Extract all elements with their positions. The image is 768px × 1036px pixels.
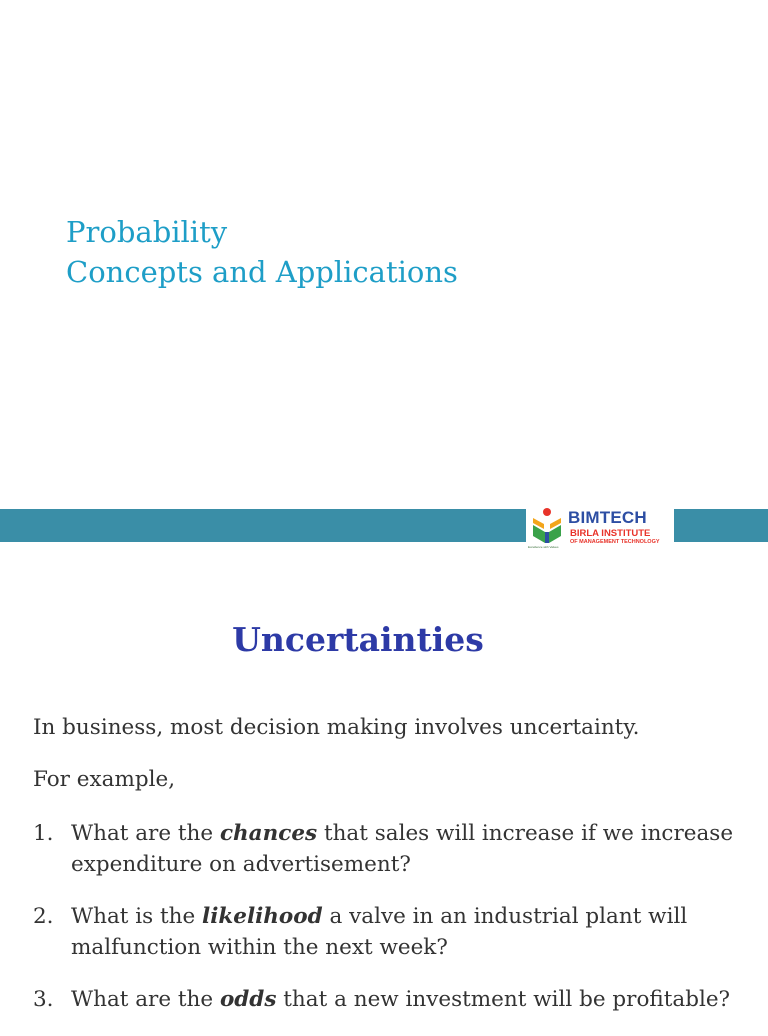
item-text-post: that a new investment will be profitable?: [276, 987, 731, 1012]
item-text-post: that sales will increase if we increase expenditure on advertisement?: [71, 821, 734, 877]
item-number: 1.: [33, 821, 54, 846]
slide-heading: Uncertainties: [232, 620, 484, 659]
uncertainties-slide: [0, 570, 768, 1024]
bimtech-logo: [526, 504, 674, 548]
item-emphasis: chances: [219, 821, 318, 846]
item-text-pre: What are the: [71, 821, 220, 846]
bimtech-emblem-icon: [530, 507, 564, 545]
logo-line-3: OF MANAGEMENT TECHNOLOGY: [570, 539, 660, 545]
list-item: [33, 818, 763, 880]
logo-tagline: Excellence with Values: [528, 545, 559, 549]
item-number: 2.: [33, 904, 54, 929]
logo-name: BIMTECH: [568, 508, 647, 527]
logo-line-2: BIRLA INSTITUTE: [570, 528, 651, 539]
intro-text: In business, most decision making involves uncertainty.: [33, 715, 640, 740]
question-list: [33, 818, 763, 1036]
item-emphasis: odds: [219, 987, 277, 1012]
item-emphasis: likelihood: [202, 904, 323, 929]
list-item: [33, 984, 763, 1015]
item-text-pre: What is the: [71, 904, 203, 929]
lead-text: For example,: [33, 767, 176, 792]
slide-title: [66, 212, 458, 292]
item-text-post: a valve in an industrial plant will malfunction within the next week?: [71, 904, 688, 960]
title-line-2: Concepts and Applications: [66, 255, 458, 289]
list-item: [33, 901, 763, 963]
item-number: 3.: [33, 987, 54, 1012]
title-line-1: Probability: [66, 215, 228, 249]
item-text-pre: What are the: [71, 987, 220, 1012]
